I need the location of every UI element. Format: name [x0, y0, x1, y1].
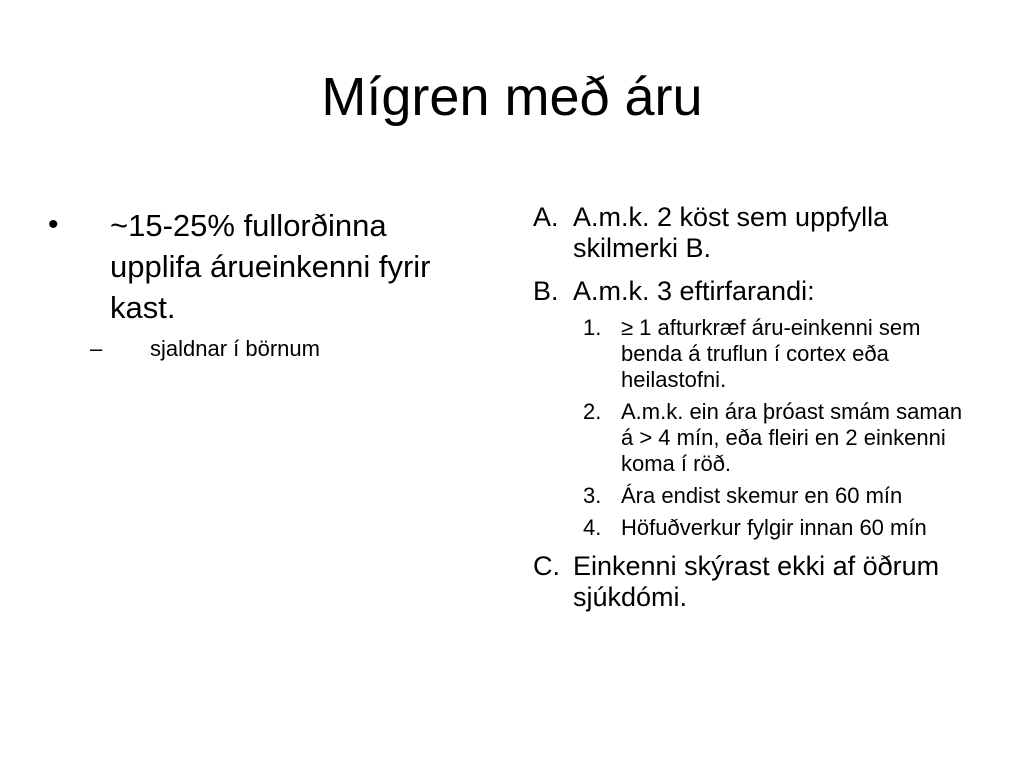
criterion-c — [533, 551, 1003, 613]
slide-title: Mígren með áru — [321, 67, 703, 127]
criterion-text: A.m.k. 2 köst sem uppfylla skilmerki B. — [573, 202, 889, 263]
bullet-marker: • — [48, 208, 59, 241]
list-item-marker: 3. — [583, 483, 602, 508]
bullet-text: ~15-25% fullorðinna upplifa árueinkenni fyrir kast. — [110, 208, 431, 325]
criterion-b-sublist — [583, 315, 1003, 541]
list-item-marker: 1. — [583, 315, 602, 340]
criterion-b — [533, 276, 1003, 307]
criterion-text: A.m.k. 3 eftirfarandi: — [573, 276, 815, 306]
criterion-a — [533, 202, 1003, 264]
list-item-text: Höfuðverkur fylgir innan 60 mín — [621, 515, 927, 540]
list-item — [583, 315, 1003, 393]
right-column — [533, 202, 1003, 625]
list-item — [583, 483, 1003, 509]
left-column — [44, 205, 484, 364]
list-item-text: A.m.k. ein ára þróast smám saman á > 4 mín, eða fleiri en 2 einkenni koma í röð. — [621, 399, 963, 476]
criterion-marker: A. — [533, 202, 559, 232]
list-item — [583, 515, 1003, 541]
criterion-marker: C. — [533, 551, 560, 581]
list-item-marker: 4. — [583, 515, 602, 540]
sub-bullet-text: sjaldnar í börnum — [150, 336, 320, 361]
criterion-text: Einkenni skýrast ekki af öðrum sjúkdómi. — [573, 551, 940, 612]
sub-bullet-marker: – — [90, 336, 103, 361]
list-item-text: ≥ 1 afturkræf áru-einkenni sem benda á truflun í cortex eða heilastofni. — [621, 315, 921, 392]
criterion-marker: B. — [533, 276, 559, 306]
list-item-text: Ára endist skemur en 60 mín — [621, 483, 903, 508]
list-item — [583, 399, 1003, 477]
list-item-marker: 2. — [583, 399, 602, 424]
sub-bullet-item — [44, 334, 484, 364]
bullet-item — [44, 205, 484, 328]
